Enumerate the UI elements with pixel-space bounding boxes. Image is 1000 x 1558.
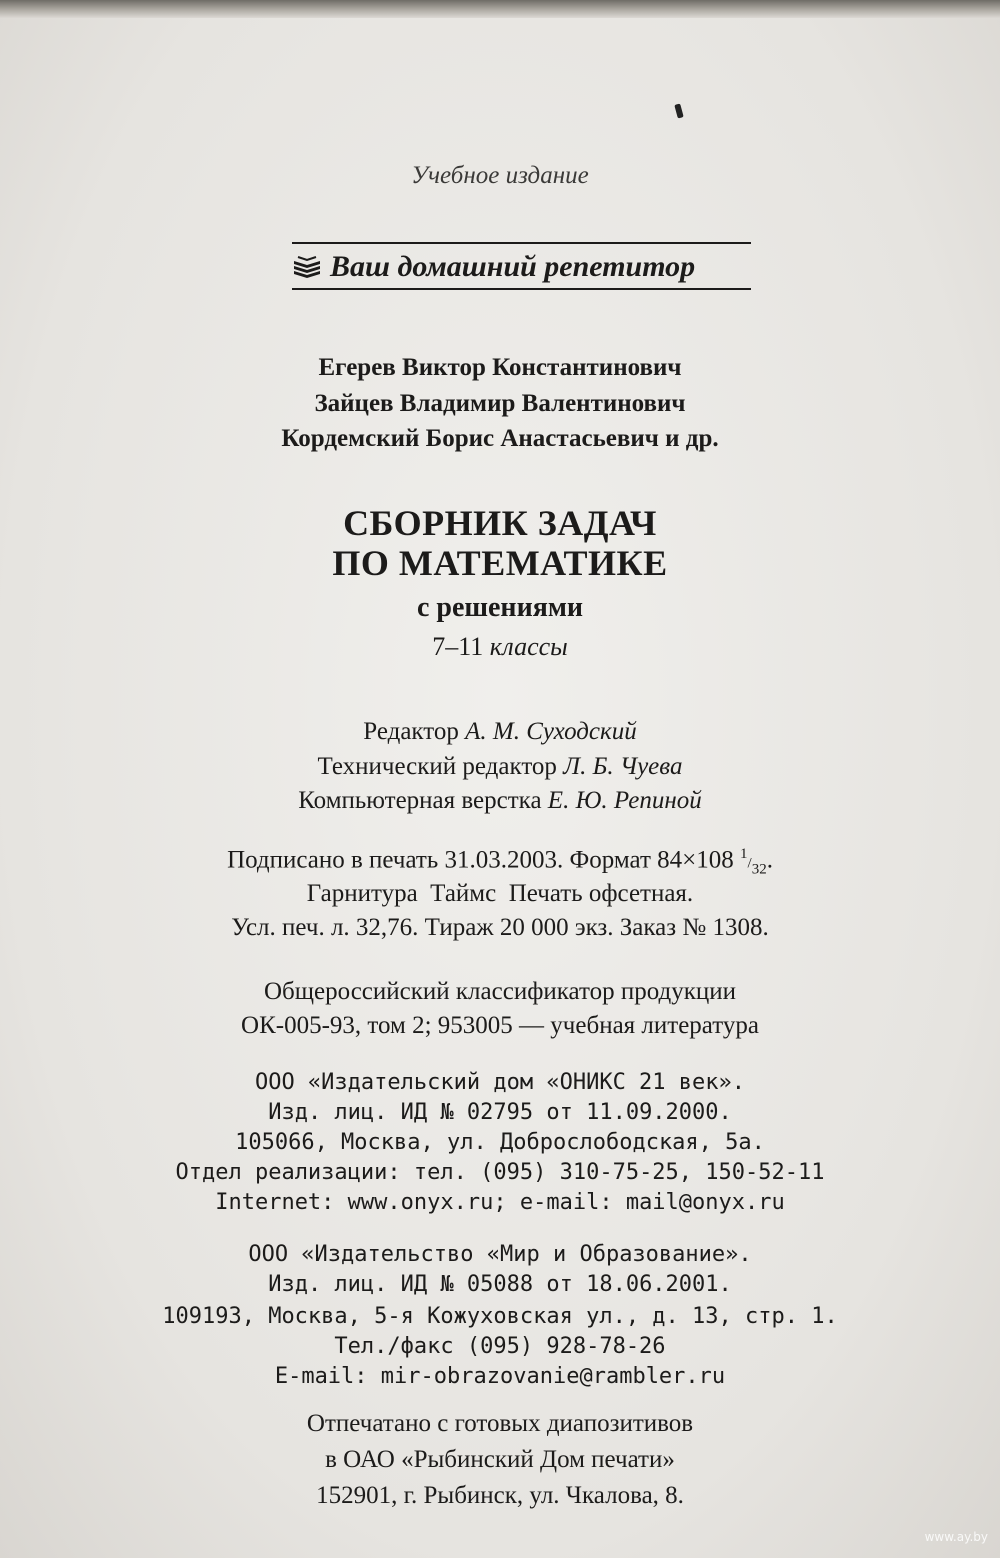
series-rule-bottom (292, 288, 751, 290)
author-1: Егерев Виктор Константинович (318, 354, 682, 381)
publisher1-web: Internet: www.onyx.ru; e-mail: mail@onyx.ru (215, 1190, 785, 1215)
book-icon (292, 253, 322, 277)
book-title-line-1: СБОРНИК ЗАДАЧ (343, 503, 657, 543)
author-3: Кордемский Борис Анастасьевич и др. (281, 425, 719, 452)
publisher2-email: E-mail: mir-obrazovanie@rambler.ru (274, 1364, 726, 1389)
edition-type: Учебное издание (411, 162, 589, 189)
credit-editor (0, 718, 1000, 746)
credit-role: Компьютерная верстка (298, 787, 542, 814)
classifier-line-2: ОК-005-93, том 2; 953005 — учебная литература (241, 1012, 759, 1039)
page-edge-strip (0, 0, 1000, 18)
publisher1-address: 105066, Москва, ул. Доброслободская, 5а. (235, 1130, 765, 1155)
classifier-line-1: Общероссийский классификатор продукции (263, 978, 737, 1005)
format-numerator: 1 (740, 846, 748, 862)
grades-word: классы (489, 632, 568, 661)
publisher1-phone: Отдел реализации: тел. (095) 310-75-25, 150-52-11 (175, 1160, 825, 1185)
grades-range: 7–11 (432, 632, 484, 661)
author-2: Зайцев Владимир Валентинович (314, 390, 686, 417)
publisher2-license: Изд. лиц. ИД № 05088 от 18.06.2001. (268, 1272, 732, 1297)
credit-layout (0, 787, 1000, 815)
publisher2-phone: Тел./факс (095) 928-78-26 (334, 1334, 666, 1359)
publisher2-address: 109193, Москва, 5-я Кожуховская ул., д. 13, стр. 1. (162, 1304, 838, 1329)
series-name (292, 250, 762, 284)
series-rule-top (292, 242, 751, 244)
imprint-text: Подписано в печать 31.03.2003. Формат 84×108 (227, 846, 734, 874)
publisher2-name: ООО «Издательство «Мир и Образование». (248, 1242, 752, 1267)
imprint-line-1: Подписано в печать 31.03.2003. Формат 84×108 $^1/_{32}$. (227, 846, 773, 878)
printer-line-1: Отпечатано с готовых диапозитивов (306, 1410, 694, 1437)
credit-tech-editor (0, 753, 1000, 781)
printer-line-2: в ОАО «Рыбинский Дом печати» (325, 1446, 675, 1473)
book-title-line-2: ПО МАТЕМАТИКЕ (332, 543, 668, 583)
printer-line-3: 152901, г. Рыбинск, ул. Чкалова, 8. (316, 1482, 684, 1509)
credit-role: Редактор (363, 718, 459, 745)
book-subtitle: с решениями (416, 592, 584, 623)
series-title: Ваш домашний репетитор (330, 250, 696, 283)
imprint-line-2: Гарнитура Таймс Печать офсетная. (306, 880, 694, 907)
credit-role: Технический редактор (317, 753, 557, 780)
grades (0, 632, 1000, 662)
credit-name: А. М. Суходский (465, 718, 637, 745)
format-denominator: 32 (751, 861, 767, 878)
site-watermark: www.ay.by (924, 1530, 988, 1544)
publisher1-license: Изд. лиц. ИД № 02795 от 11.09.2000. (268, 1100, 732, 1125)
imprint-line-3: Усл. печ. л. 32,76. Тираж 20 000 экз. Заказ № 1308. (231, 914, 769, 941)
credit-name: Е. Ю. Репиной (547, 787, 702, 814)
credit-name: Л. Б. Чуева (563, 753, 683, 780)
publisher1-name: ООО «Издательский дом «ОНИКС 21 век». (254, 1070, 746, 1095)
ink-speck (674, 103, 683, 118)
